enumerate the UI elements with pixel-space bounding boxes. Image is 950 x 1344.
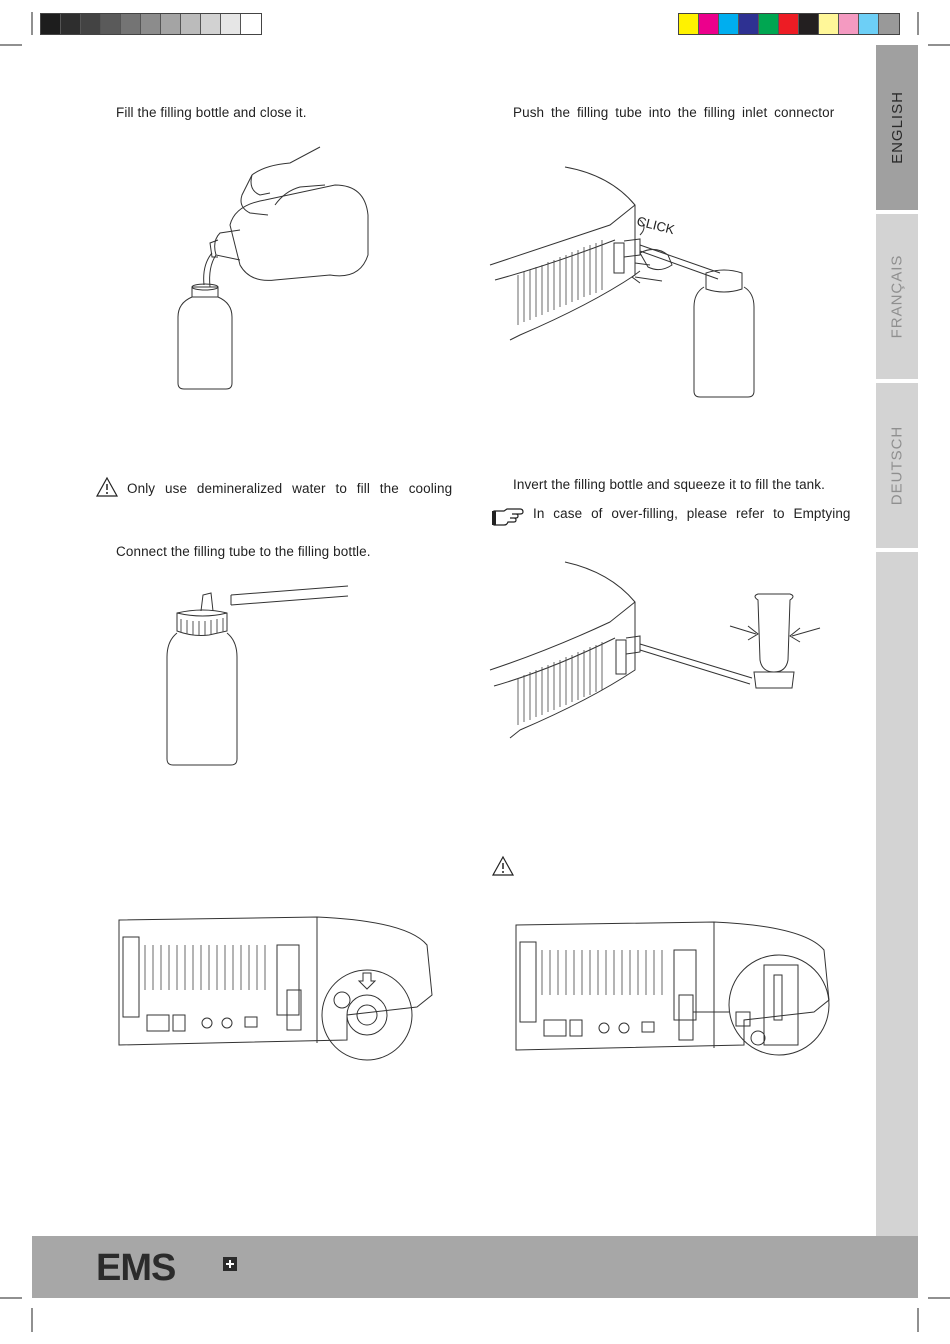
illustration-bottle-with-tube (163, 583, 353, 768)
process-swatch (739, 14, 759, 34)
click-label: CLICK (635, 213, 677, 238)
gray-swatch (121, 14, 141, 34)
warning-icon (96, 477, 118, 497)
gray-swatch (81, 14, 101, 34)
gray-swatch (141, 14, 161, 34)
tab-francais[interactable] (876, 214, 918, 379)
process-swatch (759, 14, 779, 34)
tab-deutsch-label: DEUTSCH (888, 425, 906, 506)
note-over-filling: In case of over-filling, please refer to Emptying (533, 506, 851, 521)
illustration-squeeze-bottle (490, 560, 830, 750)
gray-swatch (221, 14, 241, 34)
illustration-filling-bottle (170, 145, 380, 395)
gray-swatch (61, 14, 81, 34)
warning-icon-2 (492, 856, 514, 876)
tab-english[interactable] (876, 45, 918, 210)
process-swatch (699, 14, 719, 34)
illustration-device-rear-left (117, 915, 447, 1065)
process-swatch (819, 14, 839, 34)
tab-empty (876, 552, 918, 1236)
gray-swatch (101, 14, 121, 34)
process-swatch (679, 14, 699, 34)
tab-english-label: ENGLISH (888, 91, 906, 164)
step-invert-bottle: Invert the filling bottle and squeeze it to fill the tank. (513, 477, 825, 492)
process-swatch (779, 14, 799, 34)
swiss-cross-icon (223, 1257, 237, 1271)
step-connect-tube: Connect the filling tube to the filling bottle. (116, 544, 371, 559)
gray-swatch (161, 14, 181, 34)
tab-francais-label: FRANÇAIS (888, 254, 906, 339)
ems-logo: EMS (96, 1247, 176, 1289)
process-swatch (859, 14, 879, 34)
illustration-tube-insertion (490, 165, 760, 400)
step-fill-bottle: Fill the filling bottle and close it. (116, 105, 307, 120)
process-swatch (839, 14, 859, 34)
gray-swatch (181, 14, 201, 34)
illustration-device-rear-right (514, 920, 844, 1070)
gray-swatch (41, 14, 61, 34)
warning-demineralized-water: Only use demineralized water to fill the cooling (127, 481, 453, 496)
process-swatch (799, 14, 819, 34)
gray-swatch (201, 14, 221, 34)
process-swatch (879, 14, 899, 34)
process-swatch (719, 14, 739, 34)
gray-swatch (241, 14, 261, 34)
process-color-calibration-bar (678, 13, 900, 35)
pointing-hand-icon (492, 507, 524, 527)
tab-deutsch[interactable] (876, 383, 918, 548)
step-push-tube: Push the filling tube into the filling inlet connector (513, 105, 835, 120)
grayscale-calibration-bar (40, 13, 262, 35)
